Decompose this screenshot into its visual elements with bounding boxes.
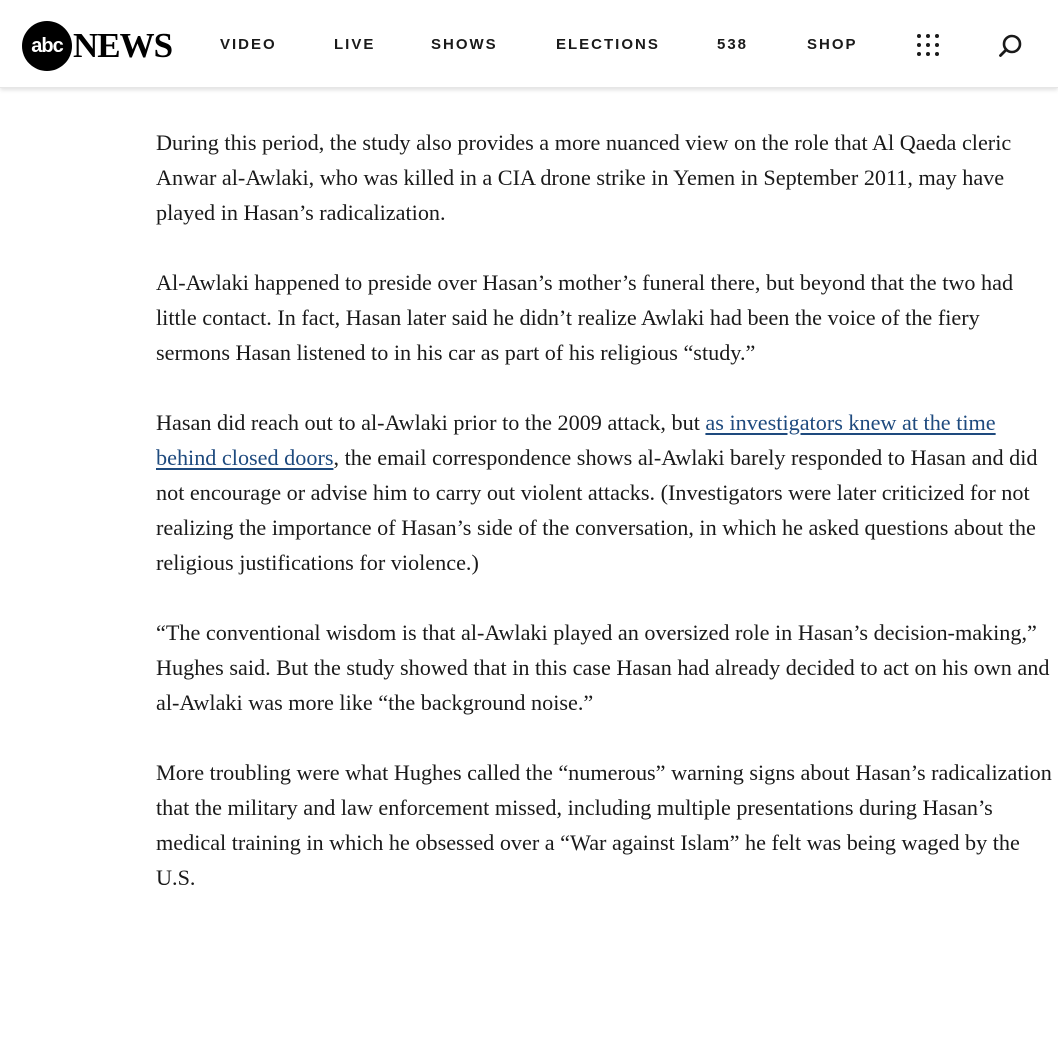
investigators-link[interactable]: as investigators knew at the time behind closed doors	[156, 410, 996, 470]
nav-video[interactable]: VIDEO	[220, 36, 277, 53]
search-icon[interactable]	[998, 33, 1024, 59]
article-paragraph: More troubling were what Hughes called the “numerous” warning signs about Hasan’s radicalization that the military and law enforcement missed, including multiple presentations during Hasan’s medical training in which he obsessed over a “War against Islam” he felt was being waged by the U.S.	[156, 760, 1052, 890]
article-body	[156, 125, 1056, 930]
paragraph-text: , the email correspondence shows al-Awlaki barely responded to Hasan and did not encourage or advise him to carry out violent attacks. (Investigators were later criticized for not realizing the importance of Hasan’s side of the conversation, in which he asked questions about the religious justifications for violence.)	[156, 445, 1038, 575]
nav-elections[interactable]: ELECTIONS	[556, 36, 660, 53]
nav-shows[interactable]: SHOWS	[431, 36, 498, 53]
article-paragraph: “The conventional wisdom is that al-Awlaki played an oversized role in Hasan’s decision-making,” Hughes said. But the study showed that in this case Hasan had already decided to act on his own and al-Awlaki was more like “the background noise.”	[156, 620, 1050, 715]
nav-live[interactable]: LIVE	[334, 36, 376, 53]
paragraph-text: Hasan did reach out to al-Awlaki prior to the 2009 attack, but	[156, 410, 706, 435]
article-paragraph: Al-Awlaki happened to preside over Hasan’s mother’s funeral there, but beyond that the two had little contact. In fact, Hasan later said he didn’t realize Awlaki had been the voice of the fiery sermons Hasan listened to in his car as part of his religious “study.”	[156, 270, 1014, 365]
site-header	[0, 0, 1058, 88]
article-paragraph	[156, 405, 1056, 580]
dots-grid-icon[interactable]	[916, 33, 940, 57]
nav-538[interactable]: 538	[717, 36, 749, 53]
article-paragraph: During this period, the study also provides a more nuanced view on the role that Al Qaeda cleric Anwar al-Awlaki, who was killed in a CIA drone strike in Yemen in September 2011, may have played in Hasan’s radicalization.	[156, 130, 1012, 225]
abc-news-logo[interactable]	[22, 20, 172, 72]
abc-logo-mark: abc	[22, 21, 72, 71]
news-logo-text: NEWS	[73, 26, 173, 65]
nav-shop[interactable]: SHOP	[807, 36, 858, 53]
